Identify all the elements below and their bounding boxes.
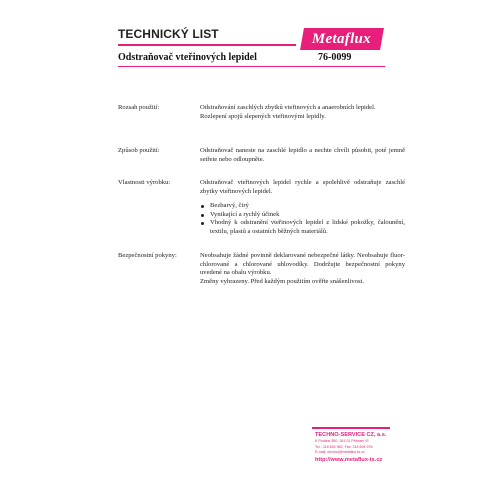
section-line: Neobsahuje žádné povinně deklarované nebezpečné látky. Neobsahuje fluor-chlorované a chlorované uhlovodíky. Dodržujte bezpečnostní pokyny uvedené na obalu výrobku. <box>200 252 405 277</box>
footer-divider <box>312 427 390 429</box>
section-line: Odstraňování zaschlých zbytků vteřinových a anaerobních lepidel. <box>200 104 376 111</box>
company-footer <box>315 431 395 464</box>
list-item <box>200 219 405 236</box>
section-label: Bezpečnostní pokyny: <box>118 252 177 259</box>
section-label: Způsob použití: <box>118 147 160 154</box>
section-text <box>200 252 405 286</box>
bullet-icon <box>201 222 204 225</box>
list-item <box>200 211 405 220</box>
company-email[interactable]: E-mail: obchod@metaflux-ts.cz <box>315 450 365 455</box>
product-code: 76-0099 <box>318 52 352 63</box>
bullet-icon <box>201 214 204 217</box>
section-line: Změny vyhrazeny. Před každým použitím ověřte snášenlivost. <box>200 277 365 285</box>
company-phone: Tel.: 318 694 982, Fax: 318 694 978 <box>315 444 373 449</box>
section-text <box>200 104 405 121</box>
section-label: Rozsah použití: <box>118 104 160 111</box>
doc-type-title: TECHNICKÝ LIST <box>118 27 219 41</box>
properties-list <box>200 202 405 236</box>
section-label: Vlastnosti výrobku: <box>118 179 171 186</box>
metaflux-logo <box>300 28 384 50</box>
list-item-text: Bezbarvý, čirý <box>210 202 249 210</box>
company-name: TECHNO-SERVICE CZ, a.s. <box>315 432 387 438</box>
section-text <box>200 179 405 237</box>
section-line: Odstraňovač vteřinových lepidel rychle a spolehlivě odstraňuje zaschlé zbytky vteřinových lepidel. <box>200 179 405 195</box>
list-item <box>200 202 405 211</box>
product-name: Odstraňovač vteřinových lepidel <box>118 52 257 63</box>
section-text <box>200 147 405 164</box>
company-website-link[interactable]: http://www.metaflux-ts.cz <box>315 456 383 463</box>
section-line: Rozlepení spojů slepených vteřinovými lepidly. <box>200 112 326 120</box>
subheader-divider <box>118 66 385 67</box>
header-divider <box>118 44 296 46</box>
logo-text: Metaflux <box>312 30 372 47</box>
bullet-icon <box>201 205 204 208</box>
list-item-text: Vynikající a rychlý účinek <box>210 210 280 218</box>
section-line: Odstraňovač naneste na zaschlé lepidlo a nechte chvíli působit, poté jemně setřete nebo odloupněte. <box>200 147 405 163</box>
company-address: K Podlesí 550, 261 01 Příbram VI <box>315 439 369 443</box>
list-item-text: Vhodný k odstranění vteřinových lepidel z lidské pokožky, čalounění, textilu, plastů a ostatních běžných materiálů. <box>210 219 405 235</box>
